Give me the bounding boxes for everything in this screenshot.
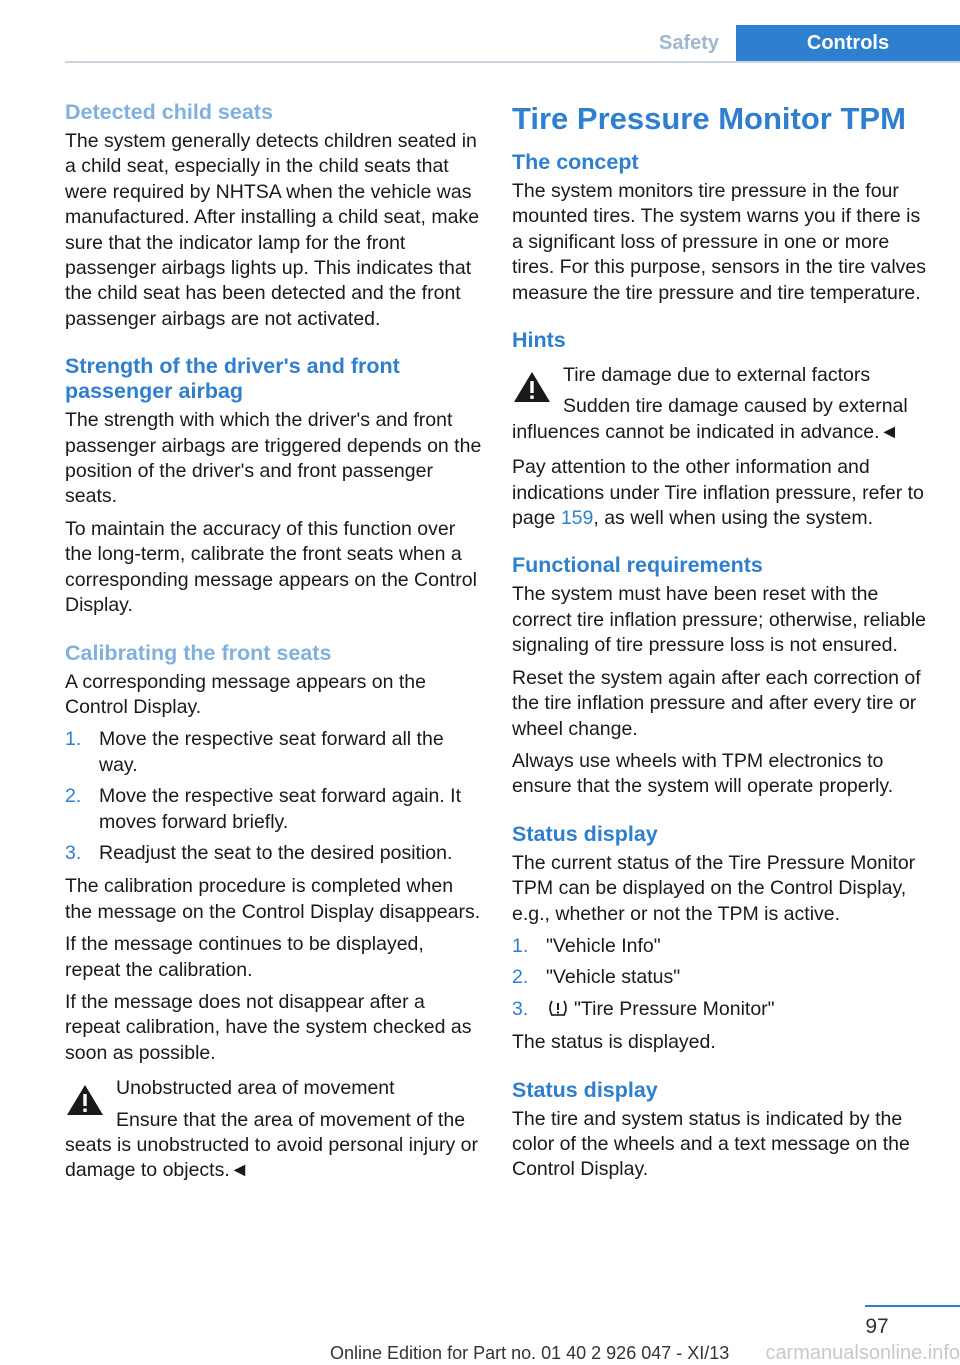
page-number: 97	[865, 1315, 889, 1338]
step-text: "Tire Pressure Monitor"	[574, 997, 775, 1020]
text: Pay attention to the other information and indications under Tire inflation pressure, refer to page	[512, 456, 924, 530]
paragraph: The status is displayed.	[512, 1031, 716, 1054]
step-number: 2.	[512, 966, 529, 989]
right-column	[512, 100, 927, 1190]
step-text: Move the respective seat forward again. It moves forward briefly.	[99, 785, 462, 833]
heading-airbag-strength: Strength of the driver's and front passenger airbag	[65, 354, 400, 404]
warning-triangle-icon	[65, 1082, 105, 1118]
heading-status-display-2: Status display	[512, 1077, 658, 1102]
warning-block	[65, 1076, 483, 1184]
header-tab-safety[interactable]: Safety	[643, 25, 735, 62]
paragraph: If the message does not disappear after a repeat calibration, have the system checked as soon as possible.	[65, 990, 472, 1064]
section-title-tpm: Tire Pressure Monitor TPM	[512, 101, 906, 136]
list-item	[512, 934, 927, 959]
text: , as well when using the system.	[593, 507, 873, 530]
list-item	[65, 727, 483, 778]
page-link-159[interactable]: 159	[560, 507, 594, 530]
warning-title: Tire damage due to external factors	[563, 364, 871, 387]
paragraph: The tire and system status is indicated by the color of the wheels and a text message on the Control Display.	[512, 1107, 910, 1181]
heading-concept: The concept	[512, 150, 639, 174]
paragraph: The system must have been reset with the correct tire inflation pressure; otherwise, reliable signaling of tire pressure loss is not ensured.	[512, 583, 927, 657]
paragraph: The calibration procedure is completed when the message on the Control Display disappears.	[65, 875, 481, 923]
step-text: Readjust the seat to the desired position.	[99, 841, 453, 864]
header-tab-controls[interactable]: Controls	[736, 25, 960, 62]
heading-detected-child-seats: Detected child seats	[65, 100, 273, 124]
warning-body-text: Ensure that the area of movement of the seats is unobstructed to avoid personal injury or damage to objects.◄	[65, 1108, 478, 1182]
paragraph: To maintain the accuracy of this function over the long-term, calibrate the front seats when a corresponding message appears on the Control Display.	[65, 517, 477, 617]
step-number: 3.	[65, 841, 82, 864]
step-number: 2.	[65, 785, 82, 808]
paragraph: The system monitors tire pressure in the four mounted tires. The system warns you if there is a significant loss of pressure in one or more tires. For this purpose, sensors in the tire valves measure the tire pressure and tire temperature.	[512, 180, 927, 304]
warning-triangle-icon	[512, 369, 552, 405]
paragraph: If the message continues to be displayed, repeat the calibration.	[65, 933, 424, 981]
step-number: 3.	[512, 997, 529, 1020]
tire-pressure-warning-icon	[546, 998, 570, 1018]
paragraph: Always use wheels with TPM electronics to ensure that the system will operate properly.	[512, 749, 894, 798]
warning-body	[65, 1108, 483, 1184]
watermark: carmanualsonline.info	[765, 1342, 960, 1364]
header-rule	[65, 61, 960, 63]
calibration-steps	[65, 727, 483, 866]
paragraph: A corresponding message appears on the Control Display.	[65, 670, 426, 718]
step-number: 1.	[512, 934, 529, 957]
paragraph: Reset the system again after each correction of the tire inflation pressure and after every tire or wheel change.	[512, 666, 921, 740]
list-item	[65, 841, 483, 866]
warning-body-text: Sudden tire damage caused by external influences cannot be indicated in advance.◄	[512, 395, 908, 443]
edition-line: Online Edition for Part no. 01 40 2 926 047 - XI/13	[330, 1343, 730, 1363]
list-item	[65, 784, 483, 835]
status-steps	[512, 934, 927, 1022]
step-text: Move the respective seat forward all the way.	[99, 728, 444, 776]
warning-block	[512, 363, 927, 445]
warning-body	[512, 394, 927, 445]
list-item	[512, 997, 927, 1022]
heading-hints: Hints	[512, 328, 566, 353]
step-text: "Vehicle Info"	[546, 934, 661, 957]
warning-title: Unobstructed area of movement	[116, 1077, 395, 1100]
list-item	[512, 965, 927, 990]
paragraph: The current status of the Tire Pressure Monitor TPM can be displayed on the Control Display, e.g., whether or not the TPM is active.	[512, 851, 916, 925]
paragraph: The strength with which the driver's and front passenger airbags are triggered depends on the position of the driver's and front passenger seats.	[65, 409, 482, 508]
paragraph	[512, 455, 927, 531]
footer-rule	[865, 1305, 960, 1307]
heading-calibrating-front-seats: Calibrating the front seats	[65, 640, 332, 665]
heading-status-display: Status display	[512, 821, 658, 846]
paragraph: The system generally detects children seated in a child seat, especially in the child seats that were required by NHTSA when the vehicle was manufactured. After installing a child seat, make sure that the indicator lamp for the front passenger airbags lights up. This indicates that the child seat has been detected and the front passenger airbags are not activated.	[65, 130, 480, 330]
step-text: "Vehicle status"	[546, 966, 681, 989]
step-number: 1.	[65, 728, 82, 751]
left-column	[65, 100, 483, 1194]
heading-functional-requirements: Functional requirements	[512, 553, 763, 578]
